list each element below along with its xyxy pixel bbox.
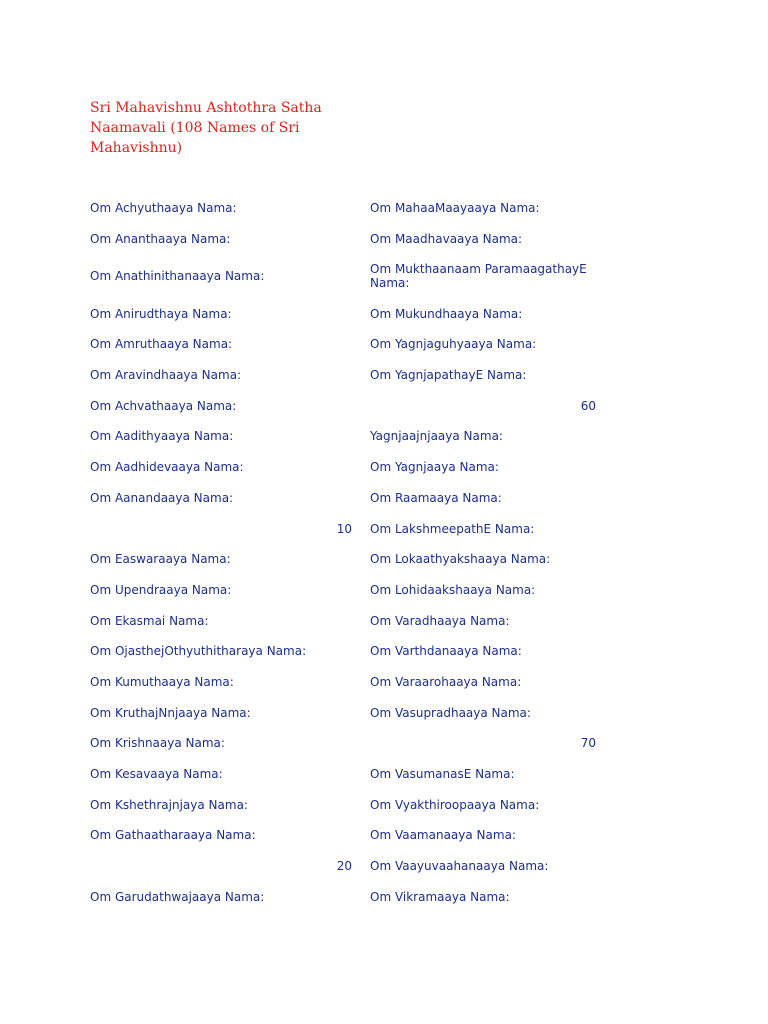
name-item: Om Vaamanaaya Nama:: [370, 828, 516, 843]
name-item: Om Kumuthaaya Nama:: [90, 674, 234, 689]
name-item: Om Achyuthaaya Nama:: [90, 201, 237, 216]
name-item: Om Gathaatharaaya Nama:: [90, 828, 256, 843]
name-item: Om Achvathaaya Nama:: [90, 398, 237, 413]
name-item: Om Varaarohaaya Nama:: [370, 674, 522, 689]
name-item: Om Maadhavaaya Nama:: [370, 232, 523, 247]
left-name-column: [90, 193, 352, 912]
name-item: Om Anirudthaya Nama:: [90, 306, 232, 321]
name-item: Om Ekasmai Nama:: [90, 613, 209, 628]
name-item: Om Garudathwajaaya Nama:: [90, 889, 265, 904]
name-item: Om Vikramaaya Nama:: [370, 889, 510, 904]
name-item: Om Amruthaaya Nama:: [90, 337, 233, 352]
name-item: Om Mukundhaaya Nama:: [370, 306, 523, 321]
name-item: Om Vyakthiroopaaya Nama:: [370, 797, 540, 812]
name-item: Om Aanandaaya Nama:: [90, 490, 234, 505]
name-item: Om Aadithyaaya Nama:: [90, 429, 234, 444]
count-marker: 10: [336, 521, 352, 536]
count-marker: 70: [580, 736, 596, 751]
name-item: Om Mukthaanaam ParamaagathayE Nama:: [370, 262, 587, 291]
name-item: Om OjasthejOthyuthitharaya Nama:: [90, 644, 307, 659]
name-item: Om Krishnaaya Nama:: [90, 736, 225, 751]
name-item: Om MahaaMaayaaya Nama:: [370, 201, 540, 216]
document-title: Sri Mahavishnu Ashtothra Satha Naamavali (108 Names of Sri Mahavishnu): [90, 100, 322, 156]
name-item: Om Varadhaaya Nama:: [370, 613, 510, 628]
name-item: Yagnjaajnjaaya Nama:: [370, 429, 503, 444]
count-marker: 60: [580, 398, 596, 413]
name-item: Om Raamaaya Nama:: [370, 490, 502, 505]
name-item: Om VasumanasE Nama:: [370, 767, 515, 782]
name-item: Om Anathinithanaaya Nama:: [90, 269, 265, 284]
name-item: Om Lohidaakshaaya Nama:: [370, 582, 536, 597]
name-item: Om Vaayuvaahanaaya Nama:: [370, 859, 549, 874]
name-item: Om Yagnjaaya Nama:: [370, 460, 499, 475]
name-item: Om Kshethrajnjaya Nama:: [90, 797, 248, 812]
name-item: Om Easwaraaya Nama:: [90, 552, 231, 567]
name-item: Om Lokaathyakshaaya Nama:: [370, 552, 551, 567]
name-item: Om Kesavaaya Nama:: [90, 767, 223, 782]
count-marker: 20: [336, 859, 352, 874]
right-name-column: [370, 193, 596, 912]
name-item: Om Aadhidevaaya Nama:: [90, 460, 244, 475]
name-item: Om Upendraaya Nama:: [90, 582, 232, 597]
name-item: Om Varthdanaaya Nama:: [370, 644, 522, 659]
name-item: Om YagnjapathayE Nama:: [370, 368, 527, 383]
name-item: Om KruthajNnjaaya Nama:: [90, 705, 251, 720]
name-item: Om Ananthaaya Nama:: [90, 232, 231, 247]
name-item: Om Aravindhaaya Nama:: [90, 368, 242, 383]
name-item: Om Yagnjaguhyaaya Nama:: [370, 337, 537, 352]
name-item: Om LakshmeepathE Nama:: [370, 521, 535, 536]
name-item: Om Vasupradhaaya Nama:: [370, 705, 531, 720]
